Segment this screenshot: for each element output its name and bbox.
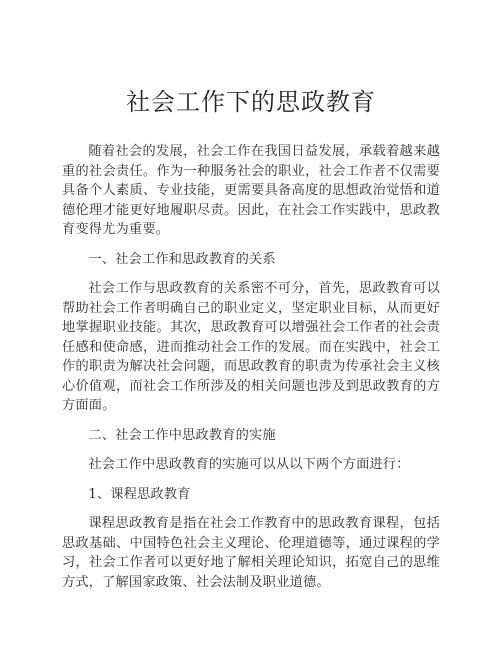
paragraph-intro: 随着社会的发展，社会工作在我国日益发展，承载着越来越重的社会责任。作为一种服务社会的职业，社会工作者不仅需要具备个人素质、专业技能，更需要具备高度的思想政治觉悟和道德伦理才能更好地履职尽责。因此，在社会工作实践中，思政教育变得尤为重要。 xyxy=(62,144,440,237)
document-title: 社会工作下的思政教育 xyxy=(126,88,376,116)
section-heading-1: 一、社会工作和思政教育的关系 xyxy=(88,251,276,267)
subsection-heading-1: 1、课程思政教育 xyxy=(88,486,191,502)
paragraph-implementation-intro: 社会工作中思政教育的实施可以从以下两个方面进行： xyxy=(88,457,410,472)
paragraph-relationship: 社会工作与思政教育的关系密不可分，首先，思政教育可以帮助社会工作者明确自己的职业定义，坚定职业目标，从而更好地掌握职业技能。其次，思政教育可以增强社会工作者的社会责任感和使命感，进而推动社会工作的发展。而在实践中，社会工作的职责为解决社会问题，而思政教育的职责为传承社会主义核心价值观，而社会工作所涉及的相关问题也涉及到思政教育的方方面面。 xyxy=(62,281,440,413)
paragraph-course-education: 课程思政教育是指在社会工作教育中的思政教育课程，包括思政基础、中国特色社会主义理论、伦理道德等，通过课程的学习，社会工作者可以更好地了解相关理论知识，拓宽自己的思维方式，了解国家政策、社会法制及职业道德。 xyxy=(62,516,440,590)
section-heading-2: 二、社会工作中思政教育的实施 xyxy=(88,427,276,443)
